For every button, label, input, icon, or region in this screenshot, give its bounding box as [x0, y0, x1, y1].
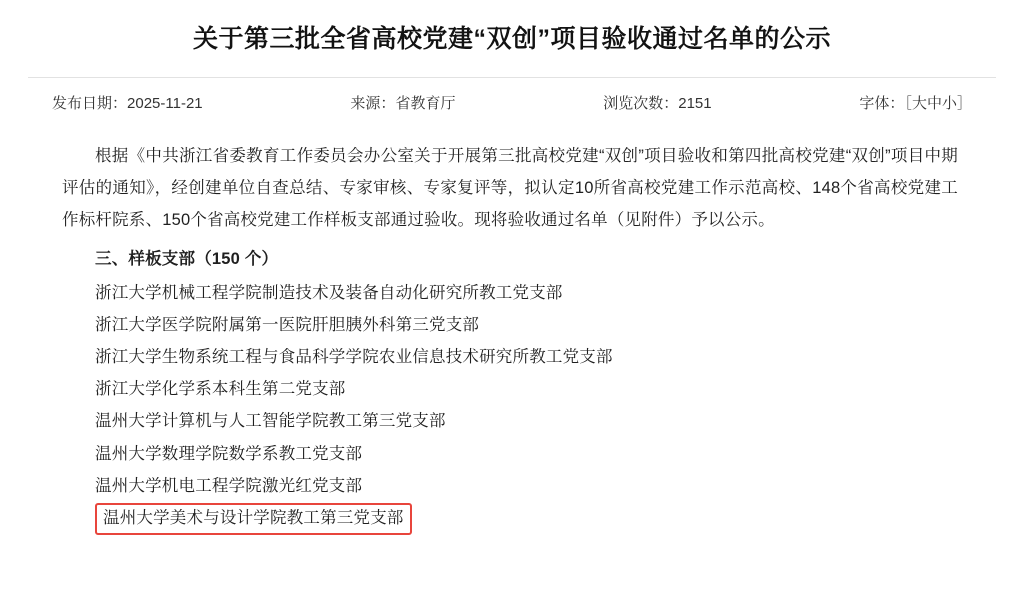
sample-branch-list: [62, 277, 958, 535]
publish-date-label: 发布日期：: [52, 95, 128, 112]
font-size-label: 字体：: [859, 95, 905, 112]
source-value: 省教育厅: [395, 95, 456, 112]
body-paragraph-1: 根据《中共浙江省委教育工作委员会办公室关于开展第三批高校党建“双创”项目验收和第四批高校党建“双创”项目中期评估的通知》，经创建单位自查总结、专家审核、专家复评等，拟认定10所省高校党建工作示范高校、148个省高校党建工作标杆院系、150个省高校党建工作样板支部通过验收。现将验收通过名单（见附件）予以公示。: [62, 147, 958, 230]
publish-date: [52, 92, 203, 113]
list-item-highlighted: [62, 502, 958, 535]
list-item: 浙江大学化学系本科生第二党支部: [95, 380, 346, 399]
source: [350, 92, 455, 113]
list-item: 浙江大学机械工程学院制造技术及装备自动化研究所教工党支部: [95, 283, 563, 302]
view-count-label: 浏览次数：: [603, 95, 679, 112]
highlight-box: 温州大学美术与设计学院教工第三党支部: [95, 503, 412, 535]
list-item: 温州大学数理学院数学系教工党支部: [95, 444, 363, 463]
source-label: 来源：: [350, 95, 396, 112]
page-title: 关于第三批全省高校党建“双创”项目验收通过名单的公示: [192, 25, 831, 53]
font-size-bracket-close: ］: [956, 95, 972, 112]
font-size-control: [859, 92, 972, 113]
view-count: [603, 92, 711, 113]
publish-date-value: 2025-11-21: [127, 95, 203, 112]
document-meta-bar: [0, 78, 1024, 127]
list-item: 温州大学机电工程学院激光红党支部: [95, 476, 363, 495]
font-size-medium-button[interactable]: 中: [926, 95, 942, 112]
document-body: [0, 128, 1024, 535]
section-heading-sample-branches: 三、样板支部（150 个）: [95, 249, 279, 268]
view-count-value: 2151: [678, 95, 712, 112]
list-item: 浙江大学医学院附属第一医院肝胆胰外科第三党支部: [95, 315, 480, 334]
font-size-small-button[interactable]: 小: [941, 95, 957, 112]
list-item: 浙江大学生物系统工程与食品科学学院农业信息技术研究所教工党支部: [95, 348, 613, 367]
list-item: 温州大学计算机与人工智能学院教工第三党支部: [95, 412, 446, 431]
font-size-large-button[interactable]: 大: [911, 95, 927, 112]
font-size-bracket-open: ［: [904, 95, 912, 112]
